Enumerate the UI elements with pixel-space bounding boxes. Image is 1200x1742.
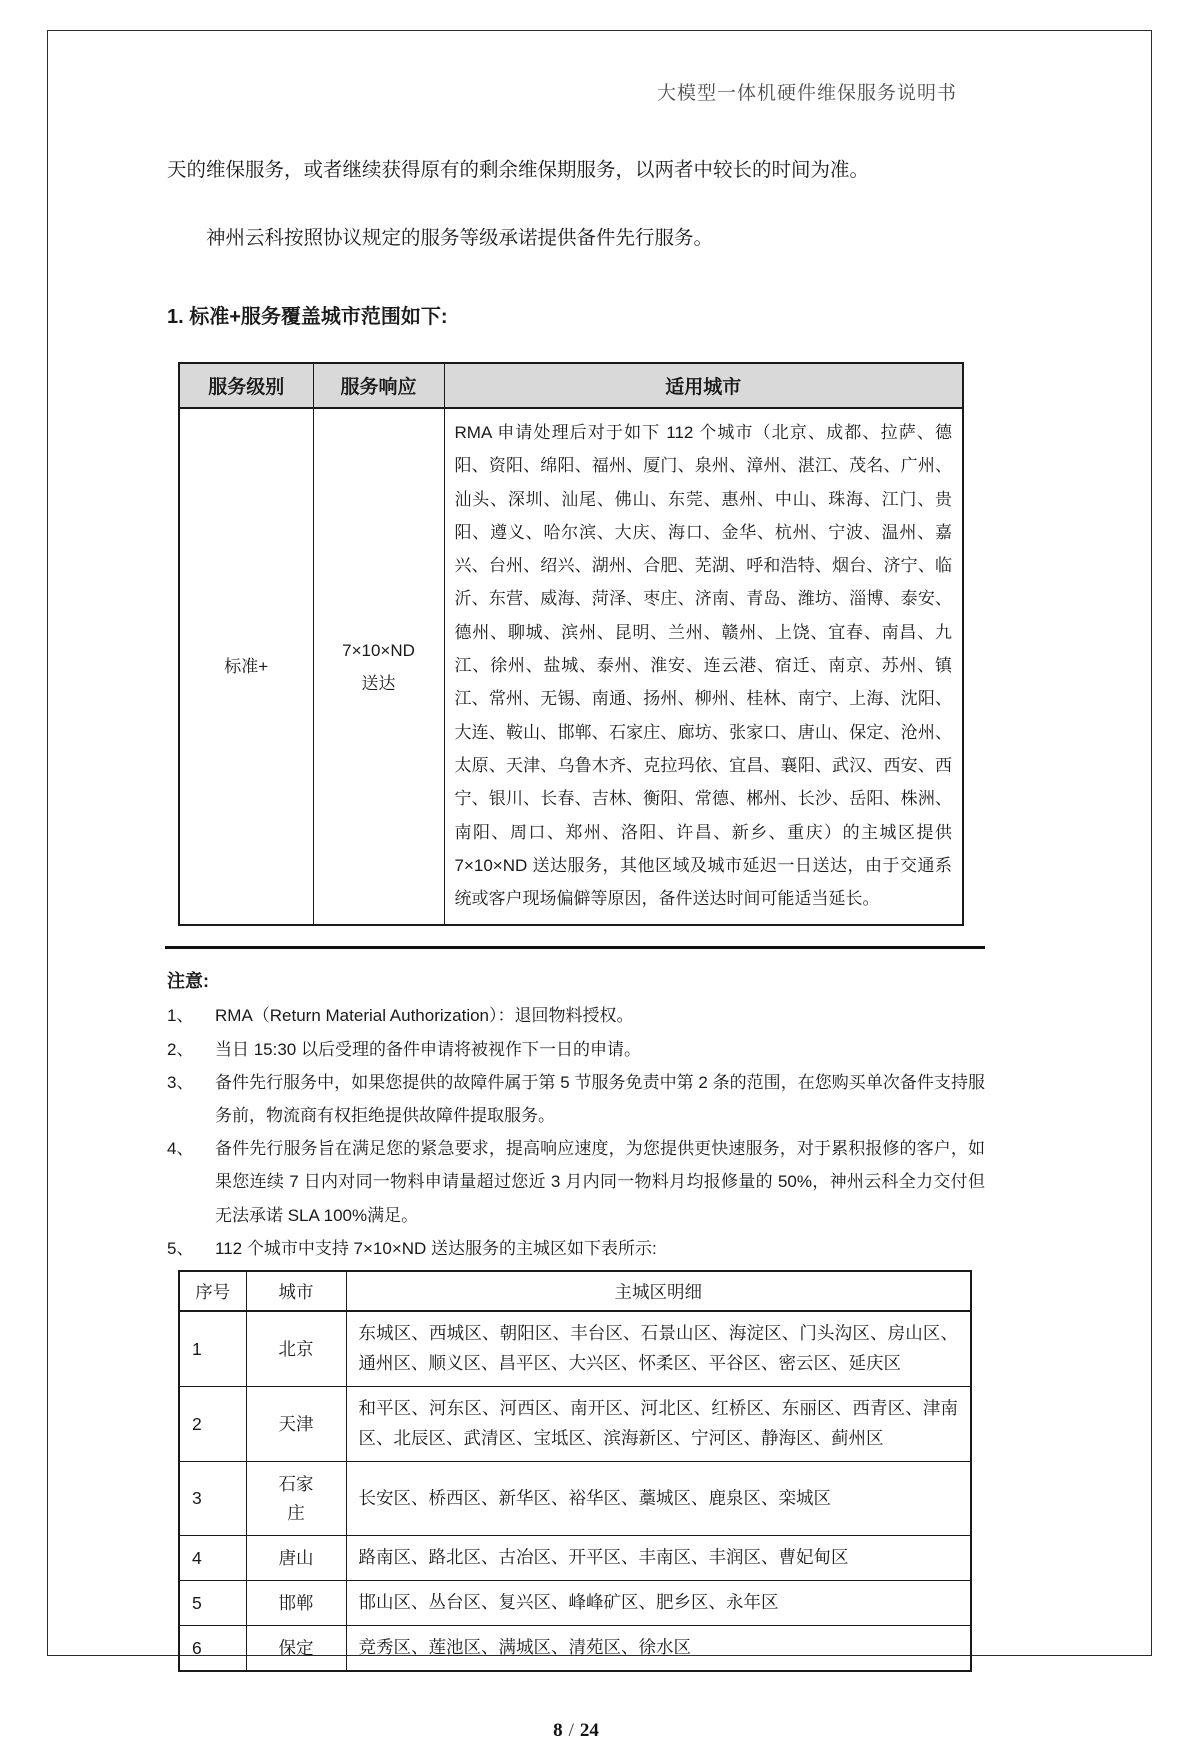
district-row-tianjin	[179, 1387, 971, 1462]
service-table-header-cities: 适用城市	[444, 363, 963, 408]
notes-list	[167, 999, 985, 1265]
district-detail: 长安区、桥西区、新华区、裕华区、藁城区、鹿泉区、栾城区	[346, 1462, 971, 1536]
district-row-handan	[179, 1581, 971, 1626]
page-content	[167, 0, 985, 1742]
note-item-4	[167, 1132, 985, 1232]
service-table-header-response: 服务响应	[313, 363, 444, 408]
note-item-3	[167, 1066, 985, 1132]
service-table-row	[179, 408, 963, 925]
district-city: 邯郸	[246, 1581, 346, 1626]
service-table-header-row	[179, 363, 963, 408]
district-no: 2	[179, 1387, 246, 1462]
service-response-line1: 7×10×ND	[342, 640, 415, 660]
district-table-header-city: 城市	[246, 1271, 346, 1311]
notes-label: 注意:	[167, 971, 209, 992]
service-response-line2: 送达	[361, 673, 396, 693]
intro-paragraph-2: 神州云科按照协议规定的服务等级承诺提供备件先行服务。	[206, 227, 714, 249]
district-no: 4	[179, 1536, 246, 1581]
note-text: 备件先行服务中，如果您提供的故障件属于第 5 节服务免责中第 2 条的范围，在您购买单次备件支持服务前，物流商有权拒绝提供故障件提取服务。	[215, 1072, 985, 1126]
page-number	[167, 1720, 985, 1742]
page-number-separator: /	[568, 1720, 574, 1742]
note-item-5	[167, 1232, 985, 1265]
district-detail: 竞秀区、莲池区、满城区、清苑区、徐水区	[346, 1626, 971, 1672]
district-table-header-no: 序号	[179, 1271, 246, 1311]
district-row-shijiazhuang	[179, 1462, 971, 1536]
service-coverage-table	[178, 362, 964, 926]
note-number: 4、	[167, 1139, 194, 1159]
note-text: RMA（Return Material Authorization）：退回物料授权。	[215, 1006, 634, 1026]
district-row-beijing	[179, 1311, 971, 1387]
service-response-cell	[313, 408, 444, 925]
doc-header-title: 大模型一体机硬件维保服务说明书	[656, 83, 957, 104]
district-city: 天津	[246, 1387, 346, 1462]
district-detail: 路南区、路北区、古冶区、开平区、丰南区、丰润区、曹妃甸区	[346, 1536, 971, 1581]
service-cities-cell: RMA 申请处理后对于如下 112 个城市（北京、成都、拉萨、德阳、资阳、绵阳、福州、厦门、泉州、漳州、湛江、茂名、广州、汕头、深圳、汕尾、佛山、东莞、惠州、中山、珠海、江门、贵阳、遵义、哈尔滨、大庆、海口、金华、杭州、宁波、温州、嘉兴、台州、绍兴、湖州、合肥、芜湖、呼和浩特、烟台、济宁、临沂、东营、威海、菏泽、枣庄、济南、青岛、潍坊、淄博、泰安、德州、聊城、滨州、昆明、兰州、赣州、上饶、宜春、南昌、九江、徐州、盐城、泰州、淮安、连云港、宿迁、南京、苏州、镇江、常州、无锡、南通、扬州、柳州、桂林、南宁、上海、沈阳、大连、鞍山、邯郸、石家庄、廊坊、张家口、唐山、保定、沧州、太原、天津、乌鲁木齐、克拉玛依、宜昌、襄阳、武汉、西安、西宁、银川、长春、吉林、衡阳、常德、郴州、长沙、岳阳、株洲、南阳、周口、郑州、洛阳、许昌、新乡、重庆）的主城区提供 7×10×ND 送达服务，其他区域及城市延迟一日送达，由于交通系统或客户现场偏僻等原因，备件送达时间可能适当延长。	[444, 408, 963, 925]
section-divider	[165, 946, 985, 949]
district-detail-table	[178, 1270, 972, 1672]
note-number: 3、	[167, 1072, 194, 1092]
district-city: 唐山	[246, 1536, 346, 1581]
page-number-total: 24	[579, 1720, 599, 1742]
district-row-baoding	[179, 1626, 971, 1672]
district-table-header-districts: 主城区明细	[346, 1271, 971, 1311]
service-level-cell: 标准+	[179, 408, 313, 925]
district-detail: 东城区、西城区、朝阳区、丰台区、石景山区、海淀区、门头沟区、房山区、通州区、顺义区、昌平区、大兴区、怀柔区、平谷区、密云区、延庆区	[346, 1311, 971, 1387]
note-number: 1、	[167, 1006, 194, 1026]
district-table-header-row	[179, 1271, 971, 1311]
district-no: 3	[179, 1462, 246, 1536]
note-number: 2、	[167, 1039, 194, 1059]
district-city: 保定	[246, 1626, 346, 1672]
note-number: 5、	[167, 1238, 194, 1258]
district-city: 石家庄	[246, 1462, 346, 1536]
district-no: 5	[179, 1581, 246, 1626]
district-no: 6	[179, 1626, 246, 1672]
district-row-tangshan	[179, 1536, 971, 1581]
page-number-current: 8	[553, 1720, 563, 1742]
district-no: 1	[179, 1311, 246, 1387]
section-heading: 1. 标准+服务覆盖城市范围如下:	[167, 306, 448, 328]
service-table-header-level: 服务级别	[179, 363, 313, 408]
district-detail: 邯山区、丛台区、复兴区、峰峰矿区、肥乡区、永年区	[346, 1581, 971, 1626]
district-detail: 和平区、河东区、河西区、南开区、河北区、红桥区、东丽区、西青区、津南区、北辰区、武清区、宝坻区、滨海新区、宁河区、静海区、蓟州区	[346, 1387, 971, 1462]
note-item-2	[167, 1033, 985, 1066]
district-city: 北京	[246, 1311, 346, 1387]
intro-paragraph-1: 天的维保服务，或者继续获得原有的剩余维保期服务，以两者中较长的时间为准。	[167, 159, 870, 181]
note-item-1	[167, 999, 985, 1032]
note-text: 112 个城市中支持 7×10×ND 送达服务的主城区如下表所示:	[215, 1238, 657, 1258]
note-text: 备件先行服务旨在满足您的紧急要求，提高响应速度，为您提供更快速服务，对于累积报修的客户，如果您连续 7 日内对同一物料申请量超过您近 3 月内同一物料月均报修量的 50%，神州云科全力交付但无法承诺 SLA 100%满足。	[215, 1139, 985, 1225]
note-text: 当日 15:30 以后受理的备件申请将被视作下一日的申请。	[215, 1039, 641, 1059]
